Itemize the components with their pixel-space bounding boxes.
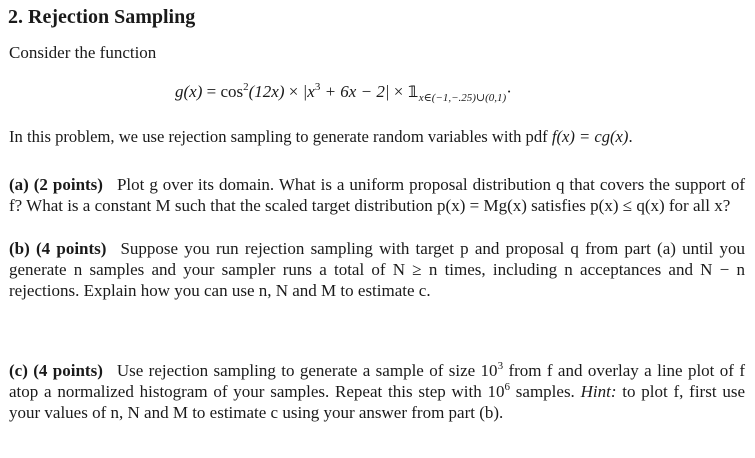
part-b bbox=[9, 238, 745, 301]
part-a-text: Plot g over its domain. What is a uniform proposal distribution q that covers the support of f? What is a constant M such that the scaled target distribution p(x) = Mg(x) satisfies p(x) ≤ q(x) for all x? bbox=[9, 175, 745, 215]
part-c-text-1: Use rejection sampling to generate a sample of size 10 bbox=[116, 361, 498, 380]
formula-abs-exponent: 3 bbox=[314, 81, 321, 93]
part-a bbox=[9, 174, 745, 216]
part-c-text-3: samples. bbox=[510, 382, 581, 401]
part-c bbox=[9, 360, 745, 423]
part-c-exponent-1: 3 bbox=[497, 360, 504, 372]
problem-statement-end: . bbox=[628, 127, 633, 146]
part-b-text: Suppose you run rejection sampling with target p and proposal q from part (a) until you generate n samples and your sampler runs a total of N ≥ n times, including n acceptances and N − n rejections. Explain how you can use n, N and M to estimate c. bbox=[9, 239, 745, 300]
formula-end-dot: · bbox=[506, 82, 512, 101]
part-a-label: (a) (2 points) bbox=[9, 175, 103, 194]
problem-statement-text: In this problem, we use rejection sampling to generate random variables with pdf bbox=[9, 127, 552, 146]
formula-times-1: × bbox=[288, 82, 299, 101]
formula-cos-exponent: 2 bbox=[243, 81, 249, 93]
function-formula bbox=[175, 82, 512, 102]
problem-statement-math: f(x) = cg(x) bbox=[551, 127, 629, 146]
hint-text: to plot f, first use your values of n, N and M to estimate c using your answer from part (b). bbox=[9, 382, 745, 422]
formula-abs-open: |x bbox=[302, 82, 315, 101]
part-c-text-2: from f and overlay a line plot of f atop a normalized histogram of your samples. Repeat this step with 10 bbox=[9, 361, 745, 401]
part-c-exponent-2: 6 bbox=[504, 381, 511, 393]
intro-text: Consider the function bbox=[9, 43, 157, 62]
formula-lhs: g(x) bbox=[175, 82, 203, 101]
formula-abs-rest: + 6x − 2| bbox=[324, 82, 390, 101]
indicator-subscript: x∈(−1,−.25)∪(0,1) bbox=[418, 92, 507, 104]
indicator-symbol: 𝟙 bbox=[407, 82, 419, 101]
part-b-label: (b) (4 points) bbox=[9, 239, 107, 258]
section-title: 2. Rejection Sampling bbox=[8, 6, 196, 28]
problem-statement bbox=[9, 126, 745, 147]
formula-times-2: × bbox=[393, 82, 404, 101]
hint-label: Hint: bbox=[580, 382, 617, 401]
formula-cos: cos bbox=[220, 82, 244, 101]
formula-cos-argument: (12x) bbox=[248, 82, 285, 101]
formula-equals: = bbox=[206, 82, 217, 101]
part-c-label: (c) (4 points) bbox=[9, 361, 103, 380]
